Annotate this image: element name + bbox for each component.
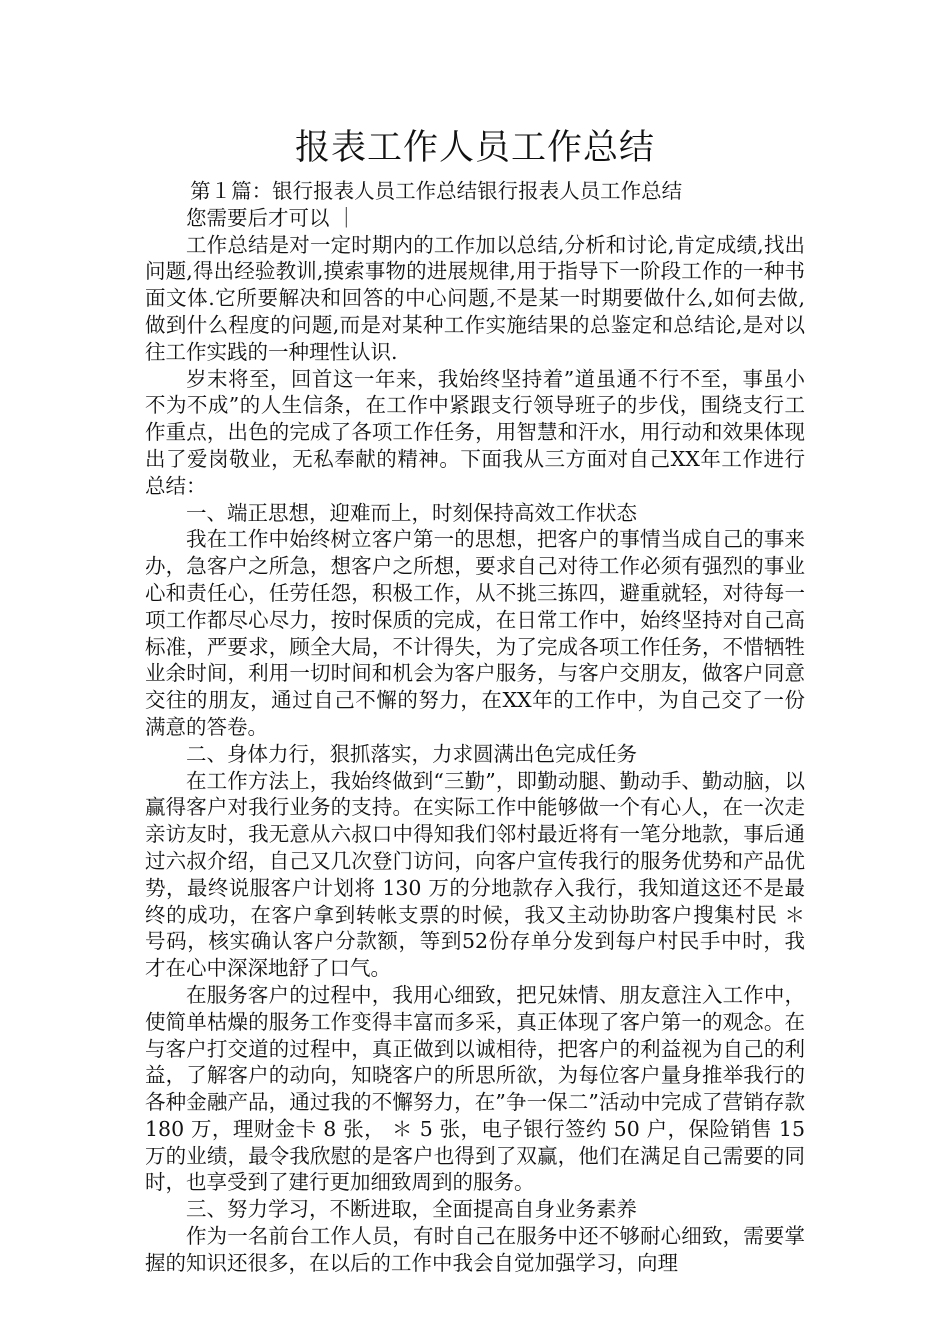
paragraph-section-2b: 在服务客户的过程中，我用心细致，把兄妹情、朋友意注入工作中，使简单枯燥的服务工作变得丰富而多采，真正体现了客户第一的观念。在与客户打交道的过程中，真正做到以诚相待，把客户的利益视为自己的利益，了解客户的动向，知晓客户的所思所欲，为每位客户量身推举我行的各种金融产品，通过我的不懈努力，在”争一保二”活动中完成了营销存款 180 万，理财金卡 8 张， ＊ 5 张，电子银行签约 50 户，保险销售 15 万的业绩，最令我欣慰的是客户也得到了双赢，他们在满足自己需要的同时，也享受到了建行更加细致周到的服务。 [145,982,805,1195]
document-title: 报表工作人员工作总结 [294,128,655,168]
section-heading-3: 三、努力学习，不断进取，全面提高自身业务素养 [186,1197,637,1222]
section-heading-2: 二、身体力行，狠抓落实，力求圆满出色完成任务 [186,741,637,766]
paragraph-section-1: 我在工作中始终树立客户第一的思想，把客户的事情当成自己的事来办，急客户之所急，想客户之所想，要求自己对待工作必须有强烈的事业心和责任心，任劳任怨，积极工作，从不挑三拣四，避重就轻，对待每一项工作都尽心尽力，按时保质的完成，在日常工作中，始终坚持对自己高标准，严要求，顾全大局，不计得失，为了完成各项工作任务，不惜牺牲业余时间，利用一切时间和机会为客户服务，与客户交朋友，做客户同意交往的朋友，通过自己不懈的努力，在XX年的工作中，为自己交了一份满意的答卷。 [145,527,805,739]
paragraph-section-2a: 在工作方法上，我始终做到“三勤”，即勤动腿、勤动手、勤动脑，以赢得客户对我行业务的支持。在实际工作中能够做一个有心人，在一次走亲访友时，我无意从六叔口中得知我们邻村最近将有一笔分地款，事后通过六叔介绍，自己又几次登门访问，向客户宣传我行的服务优势和产品优势，最终说服客户计划将 130 万的分地款存入我行，我知道这还不是最终的成功，在客户拿到转帐支票的时候，我又主动协助客户搜集村民 ＊ 号码，核实确认客户分款额，等到52份存单分发到每户村民手中时，我才在心中深深地舒了口气。 [145,768,805,981]
paragraph-definition: 工作总结是对一定时期内的工作加以总结,分析和讨论,肯定成绩,找出问题,得出经验教训,摸索事物的进展规律,用于指导下一阶段工作的一种书面文体.它所要解决和回答的中心问题,不是某一时期要做什么,如何去做,做到什么程度的问题,而是对某种工作实施结果的总鉴定和总结论,是对以往工作实践的一种理性认识. [145,232,805,364]
document-subtitle: 第１篇：银行报表人员工作总结银行报表人员工作总结 [190,179,683,203]
document-page [145,118,805,1277]
paragraph-section-3: 作为一名前台工作人员，有时自己在服务中还不够耐心细致，需要掌握的知识还很多，在以后的工作中我会自觉加强学习，向理 [145,1224,805,1275]
section-heading-1: 一、端正思想，迎难而上，时刻保持高效工作状态 [186,500,637,525]
paragraph-intro: 岁末将至，回首这一年来，我始终坚持着”道虽通不行不至，事虽小不为不成”的人生信条，在工作中紧跟支行领导班子的步伐，围绕支行工作重点，出色的完成了各项工作任务，用智慧和汗水，用行动和效果体现出了爱岗敬业，无私奉献的精神。下面我从三方面对自己XX年工作进行总结： [145,366,805,498]
paragraph-notice: 您需要后才可以 ｜ [186,205,357,230]
